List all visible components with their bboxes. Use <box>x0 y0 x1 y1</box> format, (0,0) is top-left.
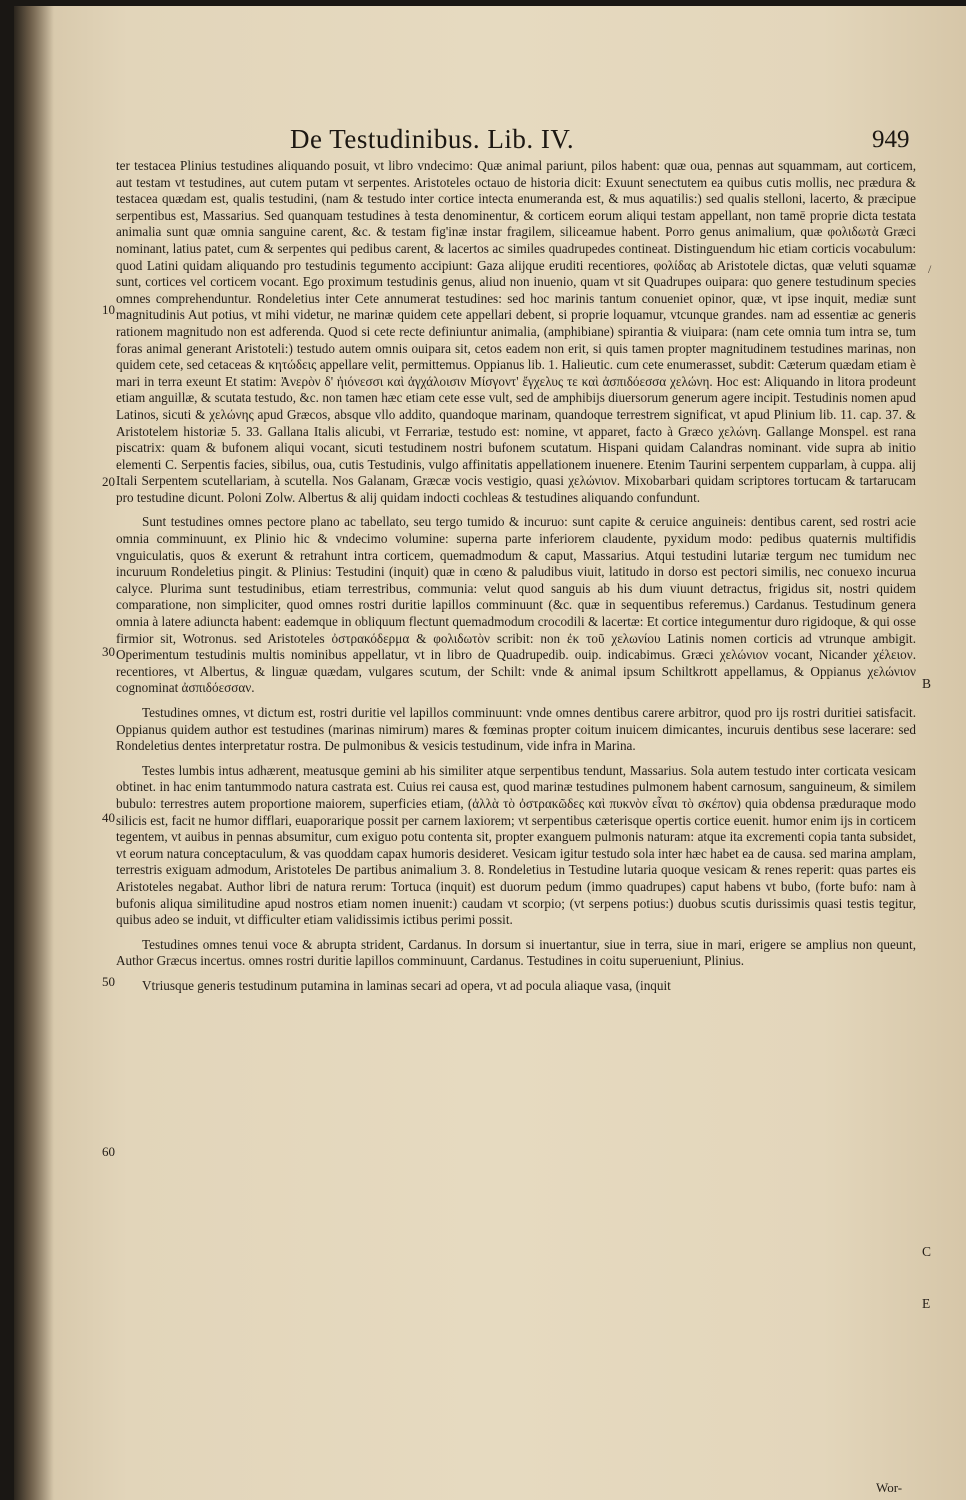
paragraph-1: ter testacea Plinius testudines aliquando posuit, vt libro vndecimo: Quæ animal pariunt, pilos habent: quæ oua, pennas aut squammam, aut corticem, aut testam vt testudines, aut cutem putam vt serpentes. Aristoteles octauo de historia dicit: Exuunt senectutem ea quibus cutis mollis, nec prædura & testacea quædam est, qualis testudini, (nam & testudo inter cortice intecta enumeranda est, & mus aquatilis:) sed qualis stelloni, lacerto, & præcipue serpentibus est, Massarius. Sed quanquam testudines à testa denominentur, & corticem eorum aliqui testam appellant, non tamē proprie dicta testata animalia sunt quæ omnia sanguine carent, &c. & testam fig'inæ instar fragilem, siliceamue habent. Porro genus animalium, quæ φολιδωτὰ Græci nominant, latius patet, cum & serpentes qui pedibus carent, & lacertos ac similes quadrupedes contineat. Distinguendum hic etiam corticis vocabulum: quod Latini quidam aliquando pro testudinis tegumento accipiunt: Gaza alijque eruditi recentiores, φολίδας ab Aristotele dictas, quæ veluti squamæ sunt, cortices vel corticem vocant. Ego proximum testudinis genus, aliud non inuenio, quam vt sit Quadrupes ouipara: quo genere testudinum species omnes comprehenduntur. Rondeletius inter Cete annumerat testudines: sed hoc marinis tantum conueniet opinor, quæ, vt ipse inquit, mediæ sunt magnitudinis Aut potius, vt mihi videtur, ne marinæ quidem cete appellari debent, si proprie loquamur, vtcunque grandes. nam ad essentiæ ac generis rationem magnitudo non est adferenda. Quod si cete recte definiuntur animalia, (amphibiane) spirantia & viuipara: (nam cete omnia tum intra se, tum foras animal generant Aristoteli:) testudo autem omnis ouipara sit, cetos eadem non erit, si quis tamen propter magnitudinem testudines marinas, non quidem cete, sed cetaceas & κητώδεις appellare velit, permittemus. Oppianus lib. 1. Halieutic. cum cete enumerasset, subdit: Cæterum quædam etiam è mari in terra exeunt Et statim: Ἀνερὸν δ' ἠιόνεσσι καὶ ἀγχάλοισιν Μίσγοντ' ἔγχελυς τε καὶ ἀσπιδόεσσα χελώνη. Hoc est: Aliquando in litora prodeunt etiam anguillæ, & scutata testudo, &c. non tamen hæc etiam cete esse vult, sed de amphibijs diuersorum generum agere incipit. Testudinis nomen apud Latinos, sicuti & χελώνης apud Græcos, absque vllo addito, quandoque marinam, quandoque terrestrem significat, vt apud Plinium lib. 11. cap. 37. & Aristotelem historiæ 5. 33. Gallana Italis alicubi, vt Ferrariæ, testudo est: nomine, vt apparet, facto à Græco χελώνη. Gallange Monspel. est rana piscatrix: quam & bufonem aliqui vocant, sicuti testudinem nostri bufonem scutatum. Hispani quidam Calandras nominant. vide supra ab initio elementi C. Serpentis facies, sibilus, oua, cutis Testudinis, vulgo affinitatis appellationem inuenere. Etenim Taurini serpentem cupparlam, à cuppa. alij Itali Serpentem scutellariam, à scutella. Nos Galanam, Græcæ vocis vestigio, quasi χελώνιον. Mixobarbari quidam scriptores tortucam & tartarucam pro testudine dicunt. Poloni Zolw. Albertus & alij quidam indocti cochleas & testudines aliquando confundunt. <box>116 158 916 505</box>
margin-line-number: 50 <box>102 974 115 989</box>
margin-line-number: 60 <box>102 1144 115 1159</box>
margin-section-letter: E <box>922 1296 931 1311</box>
folio-number: 949 <box>872 126 910 153</box>
margin-line-number: 30 <box>102 644 115 659</box>
body-text <box>116 158 916 995</box>
running-title: De Testudinibus. Lib. IV. <box>290 124 575 154</box>
catchword: Wor- <box>876 1480 903 1495</box>
margin-line-number: 40 <box>102 810 115 825</box>
margin-section-letter: B <box>922 676 932 691</box>
paragraph-5: Testudines omnes tenui voce & abrupta strident, Cardanus. In dorsum si inuertantur, siue in terra, siue in mari, erigere se amplius non queunt, Author Græcus incertus. omnes rostri duritie lapillos comminuunt, Cardanus. Testudines in coitu superueniunt, Plinius. <box>116 936 916 969</box>
paragraph-6: Vtriusque generis testudinum putamina in laminas secari ad opera, vt ad pocula aliaque vasa, (inquit <box>142 977 671 993</box>
margin-line-number: 10 <box>102 302 115 317</box>
paragraph-4: Testes lumbis intus adhærent, meatusque gemini ab his similiter atque serpentibus tendunt, Massarius. Sola autem testudo inter corticata vesicam obtinet. in hac enim tantummodo natura castrata est. Cuius rei causa est, quod marinæ testudines pulmonem habent carnosum, sanguineum, & similem bubulo: terrestres autem proportione maiorem, superficies etiam, (ἀλλὰ τὸ ὀστρακῶδες καὶ πυκνὸν εἶναι τὸ σκέπον) quia obdensa præduraque modo silicis est, facit ne humor difflari, euaporarique possit per carnem laxiorem; vt serpentibus cæterisque opertis cortice euenit. humor enim ijs in corticem tegentem, vt auibus in pennas absumitur, cum exiguo potu contenta sit, propter exanguem pulmonis naturam: atque ita excrementi copia tanta subsidet, vt eorum natura conceptaculum, & vas quoddam capax humoris desideret. Vesicam igitur testudo sola inter hæc habet ea de causa. sed marina amplam, terrestris exiguam admodum, Aristoteles De partibus animalium 3. 8. Rondeletius in Testudine lutaria quoque vesicam & renes reperit: quas partes eis Aristoteles negabat. Author libri de natura rerum: Tortuca (inquit) est duorum pedum (immo quadrupes) caput habens vt bubo, (forte bufo: nam à bufonis aliqua similitudine apud nostros etiam nomen inuenit:) caudam vt scorpio; (vt serpens potius:) duobus scutis durissimis quasi testis tegitur, quibus adeo se induit, vt difficulter etiam validissimis ictibus perimi possit. <box>116 762 916 928</box>
margin-section-letter: C <box>922 1244 932 1259</box>
paragraph-3: Testudines omnes, vt dictum est, rostri duritie vel lapillos comminuunt: vnde omnes dentibus carere arbitror, quod pro ijs rostri duritiei satisfacit. Oppianus quidem author est testudines (marinas nimirum) mares & fœminas propter coitum inuicem dimicantes, incuruis dentibus sese lacerare: sed Rondeletius dentes interpretatur rostra. De pulmonibus & vesicis testudinum, vide infra in Marina. <box>116 705 916 754</box>
page-gutter <box>14 6 54 1500</box>
paragraph-2: Sunt testudines omnes pectore plano ac tabellato, seu tergo tumido & incuruo: sunt capite & ceruice anguineis: dentibus carent, sed rostri acie omnia comminuunt, ex Plinio hic & vndecimo volumine: superna parte inferiorem claudente, pyxidum modo: pedibus quaternis multifidis vnguiculatis, quos & exerunt & retrahunt intra corticem, quemadmodum & caput, Massarius. Atqui testudini lutariæ tergum nec tumidum nec incuruum Rondeletius pingit. & Plinius: Testudini (inquit) quæ in cœno & paludibus viuit, latitudo in dorso est pectori similis, nec conuexo incurua calyce. Plurima sunt testudinibus, etiam terrestribus, communia: velut quod sanguis ab his dum viuunt detractus, frigidus sit, nostri quidem comparatione, non simpliciter, quod omnes rostri duritie lapillos comminuunt (&c. quæ in sequentibus referemus.) Cardanus. Testudinum genera omnia à latere adiuncta habent: eademque in obliquum flectunt quemadmodum crocodili & lacertæ: Et cortice integumentur duro rigidoque, & qui osse firmior sit, Wotronus. sed Aristoteles ὀστρακόδερμα & φολιδωτὸν scribit: non ἐκ τοῦ χελωνίου Latinis nomen corticis ad vtrunque ambigit. Operimentum testudinis multis nominibus appellatur, vt in libro de Quadrupedib. ouip. indicabimus. Græci χελώνιον vocant, Nicander χέλειον. recentiores, vt Albertus, & linguæ quædam, vulgares scutum, der Schilt: vnde & animal ipsum Schiltkrott appellamus, & Oppianus χελώνιον cognominat ἀσπιδόεσσαν. <box>116 514 916 696</box>
margin-mark: / <box>928 262 932 276</box>
page-header <box>0 124 966 158</box>
margin-line-number: 20 <box>102 474 115 489</box>
